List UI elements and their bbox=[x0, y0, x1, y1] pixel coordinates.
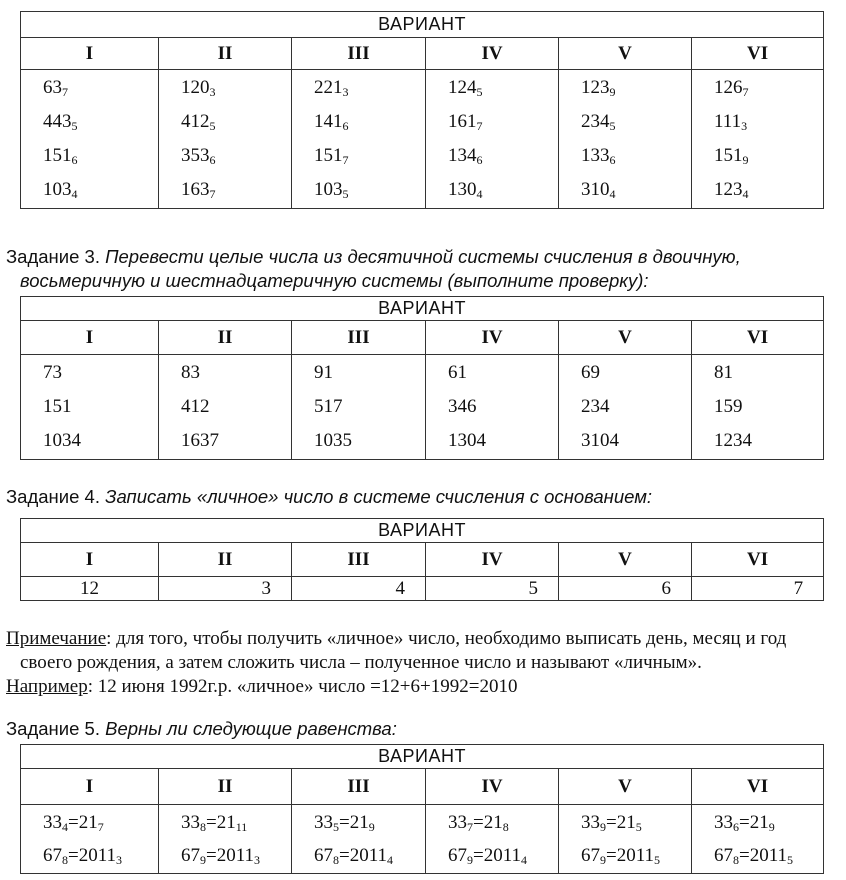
number-entry: $123_4$ bbox=[714, 179, 749, 201]
note-line-1 bbox=[6, 628, 786, 650]
variant-table-1 bbox=[20, 11, 824, 209]
number-entry: $130_4$ bbox=[448, 179, 483, 201]
variant-cell bbox=[21, 805, 159, 874]
base-value: 6 bbox=[559, 577, 692, 601]
variant-header: ВАРИАНТ bbox=[21, 745, 824, 769]
variant-cell bbox=[426, 70, 559, 209]
number-entry: 81 bbox=[714, 362, 733, 383]
column-header: III bbox=[292, 543, 426, 577]
number-entry: 412 bbox=[181, 396, 210, 417]
number-entry: $412_5$ bbox=[181, 111, 216, 133]
number-entry: $151_6$ bbox=[43, 145, 78, 167]
number-entry: $234_5$ bbox=[581, 111, 616, 133]
column-header: I bbox=[21, 321, 159, 355]
example-line bbox=[6, 676, 517, 698]
equation-entry: $67_8=2011_4$ bbox=[314, 845, 394, 867]
column-header: III bbox=[292, 769, 426, 805]
column-header: II bbox=[159, 543, 292, 577]
column-header: I bbox=[21, 38, 159, 70]
variant-table-2 bbox=[20, 296, 824, 460]
column-header: V bbox=[559, 769, 692, 805]
variant-table-3 bbox=[20, 518, 824, 601]
variant-cell bbox=[692, 70, 824, 209]
example-text: : 12 июня 1992г.р. «личное» число =12+6+1992=2010 bbox=[87, 676, 518, 697]
equation-entry: $67_8=2011_5$ bbox=[714, 845, 794, 867]
note-line-2: своего рождения, а затем сложить числа – полученное число и называют «личным». bbox=[20, 652, 702, 673]
variant-cell bbox=[159, 805, 292, 874]
base-value: 12 bbox=[21, 577, 159, 601]
number-entry: 1034 bbox=[43, 430, 81, 451]
equation-entry: $67_9=2011_4$ bbox=[448, 845, 528, 867]
variant-cell bbox=[692, 805, 824, 874]
task-5-text: Верны ли следующие равенства: bbox=[105, 718, 397, 739]
column-header: VI bbox=[692, 38, 824, 70]
task-5-line bbox=[6, 718, 397, 740]
number-entry: $103_4$ bbox=[43, 179, 78, 201]
number-entry: 83 bbox=[181, 362, 200, 383]
number-entry: 69 bbox=[581, 362, 600, 383]
variant-cell bbox=[159, 70, 292, 209]
equation-entry: $67_8=2011_3$ bbox=[43, 845, 123, 867]
number-entry: 517 bbox=[314, 396, 343, 417]
number-entry: $310_4$ bbox=[581, 179, 616, 201]
column-header: V bbox=[559, 543, 692, 577]
equation-entry: $33_4=21_7$ bbox=[43, 812, 104, 834]
variant-cell bbox=[559, 355, 692, 460]
variant-cell bbox=[559, 70, 692, 209]
column-header: II bbox=[159, 769, 292, 805]
base-value: 4 bbox=[292, 577, 426, 601]
variant-header: ВАРИАНТ bbox=[21, 12, 824, 38]
column-header: I bbox=[21, 769, 159, 805]
equation-entry: $67_9=2011_5$ bbox=[581, 845, 661, 867]
column-header: II bbox=[159, 38, 292, 70]
task-3-line-2: восьмеричную и шестнадцатеричную системы (выполните проверку): bbox=[20, 270, 649, 291]
variant-cell bbox=[21, 355, 159, 460]
number-entry: $163_7$ bbox=[181, 179, 216, 201]
number-entry: 91 bbox=[314, 362, 333, 383]
task-4-line bbox=[6, 486, 652, 508]
equation-entry: $67_9=2011_3$ bbox=[181, 845, 261, 867]
variant-header: ВАРИАНТ bbox=[21, 297, 824, 321]
variant-cell bbox=[159, 355, 292, 460]
number-entry: $151_9$ bbox=[714, 145, 749, 167]
base-value: 5 bbox=[426, 577, 559, 601]
number-entry: $120_3$ bbox=[181, 77, 216, 99]
equation-entry: $33_8=21_{11}$ bbox=[181, 812, 248, 834]
variant-cell bbox=[21, 70, 159, 209]
example-label: Например bbox=[6, 676, 88, 697]
variant-cell bbox=[292, 805, 426, 874]
variant-header: ВАРИАНТ bbox=[21, 519, 824, 543]
column-header: IV bbox=[426, 543, 559, 577]
column-header: V bbox=[559, 321, 692, 355]
task-4-label: Задание 4. bbox=[6, 486, 100, 507]
column-header: IV bbox=[426, 769, 559, 805]
task-3-line-1 bbox=[6, 246, 741, 268]
column-header: VI bbox=[692, 321, 824, 355]
number-entry: 159 bbox=[714, 396, 743, 417]
variant-table-4 bbox=[20, 744, 824, 874]
number-entry: $63_7$ bbox=[43, 77, 68, 99]
column-header: IV bbox=[426, 38, 559, 70]
number-entry: 346 bbox=[448, 396, 477, 417]
column-header: V bbox=[559, 38, 692, 70]
number-entry: 1637 bbox=[181, 430, 219, 451]
task-3-text: Перевести целые числа из десятичной системы счисления в двоичную, bbox=[105, 246, 741, 267]
number-entry: $353_6$ bbox=[181, 145, 216, 167]
note-label: Примечание bbox=[6, 628, 107, 649]
column-header: I bbox=[21, 543, 159, 577]
number-entry: $151_7$ bbox=[314, 145, 349, 167]
equation-entry: $33_5=21_9$ bbox=[314, 812, 375, 834]
task-3-label: Задание 3. bbox=[6, 246, 100, 267]
number-entry: $126_7$ bbox=[714, 77, 749, 99]
column-header: II bbox=[159, 321, 292, 355]
number-entry: $161_7$ bbox=[448, 111, 483, 133]
number-entry: 3104 bbox=[581, 430, 619, 451]
equation-entry: $33_6=21_9$ bbox=[714, 812, 775, 834]
base-value: 7 bbox=[692, 577, 824, 601]
variant-cell bbox=[292, 70, 426, 209]
number-entry: $134_6$ bbox=[448, 145, 483, 167]
number-entry: 73 bbox=[43, 362, 62, 383]
number-entry: $111_3$ bbox=[714, 111, 748, 133]
equation-entry: $33_9=21_5$ bbox=[581, 812, 642, 834]
variant-cell bbox=[426, 355, 559, 460]
variant-cell bbox=[559, 805, 692, 874]
number-entry: 1304 bbox=[448, 430, 486, 451]
column-header: III bbox=[292, 38, 426, 70]
number-entry: 234 bbox=[581, 396, 610, 417]
equation-entry: $33_7=21_8$ bbox=[448, 812, 509, 834]
number-entry: 1035 bbox=[314, 430, 352, 451]
variant-cell bbox=[692, 355, 824, 460]
variant-cell bbox=[292, 355, 426, 460]
variant-cell bbox=[426, 805, 559, 874]
column-header: VI bbox=[692, 543, 824, 577]
number-entry: 1234 bbox=[714, 430, 752, 451]
column-header: VI bbox=[692, 769, 824, 805]
number-entry: $123_9$ bbox=[581, 77, 616, 99]
number-entry: 61 bbox=[448, 362, 467, 383]
number-entry: $124_5$ bbox=[448, 77, 483, 99]
number-entry: $133_6$ bbox=[581, 145, 616, 167]
number-entry: 151 bbox=[43, 396, 72, 417]
number-entry: $221_3$ bbox=[314, 77, 349, 99]
column-header: III bbox=[292, 321, 426, 355]
task-5-label: Задание 5. bbox=[6, 718, 100, 739]
number-entry: $103_5$ bbox=[314, 179, 349, 201]
note-text: : для того, чтобы получить «личное» число, необходимо выписать день, месяц и год bbox=[106, 628, 787, 649]
column-header: IV bbox=[426, 321, 559, 355]
base-value: 3 bbox=[159, 577, 292, 601]
number-entry: $141_6$ bbox=[314, 111, 349, 133]
task-4-text: Записать «личное» число в системе счисления с основанием: bbox=[105, 486, 653, 507]
number-entry: $443_5$ bbox=[43, 111, 78, 133]
